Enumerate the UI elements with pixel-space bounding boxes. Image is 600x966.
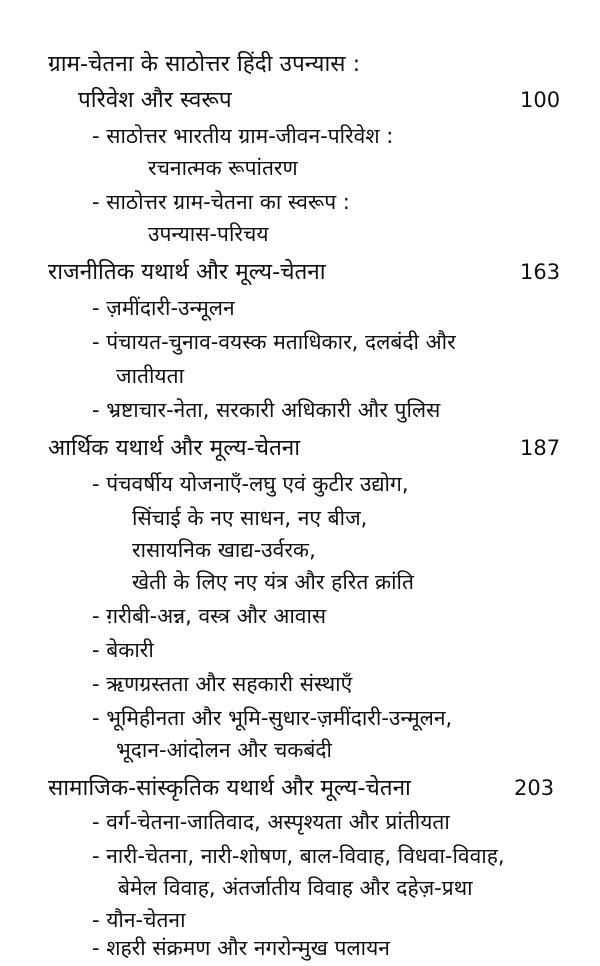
toc-item: - शहरी संक्रमण और नगरोन्मुख पलायन — [92, 936, 390, 960]
toc-item: - नारी-चेतना, नारी-शोषण, बाल-विवाह, विधवा-विवाह, — [92, 844, 505, 868]
section-page-number: 163 — [520, 260, 561, 284]
section-title: सामाजिक-सांस्कृतिक यथार्थ और मूल्य-चेतना — [48, 775, 411, 801]
toc-item: - पंचवर्षीय योजनाएँ-लघु एवं कुटीर उद्योग, — [92, 472, 409, 496]
toc-item-continuation: सिंचाई के नए साधन, नए बीज, — [132, 506, 368, 530]
section-page-number: 100 — [520, 88, 561, 112]
toc-item-continuation: रचनात्मक रूपांतरण — [148, 156, 298, 180]
section-title: आर्थिक यथार्थ और मूल्य-चेतना — [48, 435, 301, 461]
toc-item: - ज़मींदारी-उन्मूलन — [92, 296, 235, 320]
toc-item: - साठोत्तर ग्राम-चेतना का स्वरूप : — [92, 190, 350, 214]
section-page-number: 203 — [514, 776, 555, 800]
toc-item-continuation: उपन्यास-परिचय — [148, 222, 269, 246]
toc-item-continuation: भूदान-आंदोलन और चकबंदी — [116, 738, 332, 762]
toc-item: - ग़रीबी-अन्न, वस्त्र और आवास — [92, 604, 327, 628]
toc-item: - ऋणग्रस्तता और सहकारी संस्थाएँ — [92, 672, 353, 696]
toc-item: - साठोत्तर भारतीय ग्राम-जीवन-परिवेश : — [92, 124, 394, 148]
toc-item: - भूमिहीनता और भूमि-सुधार-ज़मींदारी-उन्मूलन, — [92, 706, 453, 730]
toc-item: - भ्रष्टाचार-नेता, सरकारी अधिकारी और पुलिस — [92, 398, 441, 422]
toc-item: - यौन-चेतना — [92, 908, 186, 932]
toc-item-continuation: जातीयता — [116, 364, 185, 388]
section-page-number: 187 — [520, 436, 561, 460]
section-title-continuation: परिवेश और स्वरूप — [78, 87, 232, 113]
toc-item: - पंचायत-चुनाव-वयस्क मताधिकार, दलबंदी और — [92, 330, 456, 354]
toc-item-continuation: रासायनिक खाद्य-उर्वरक, — [132, 538, 316, 562]
toc-item-continuation: खेती के लिए नए यंत्र और हरित क्रांति — [132, 570, 414, 594]
section-title: ग्राम-चेतना के साठोत्तर हिंदी उपन्यास : — [48, 51, 361, 77]
toc-item: - वर्ग-चेतना-जातिवाद, अस्पृश्यता और प्रांतीयता — [92, 810, 450, 834]
toc-item: - बेकारी — [92, 638, 154, 662]
toc-item-continuation: बेमेल विवाह, अंतर्जातीय विवाह और दहेज़-प्रथा — [118, 876, 473, 900]
section-title: राजनीतिक यथार्थ और मूल्य-चेतना — [48, 259, 326, 285]
